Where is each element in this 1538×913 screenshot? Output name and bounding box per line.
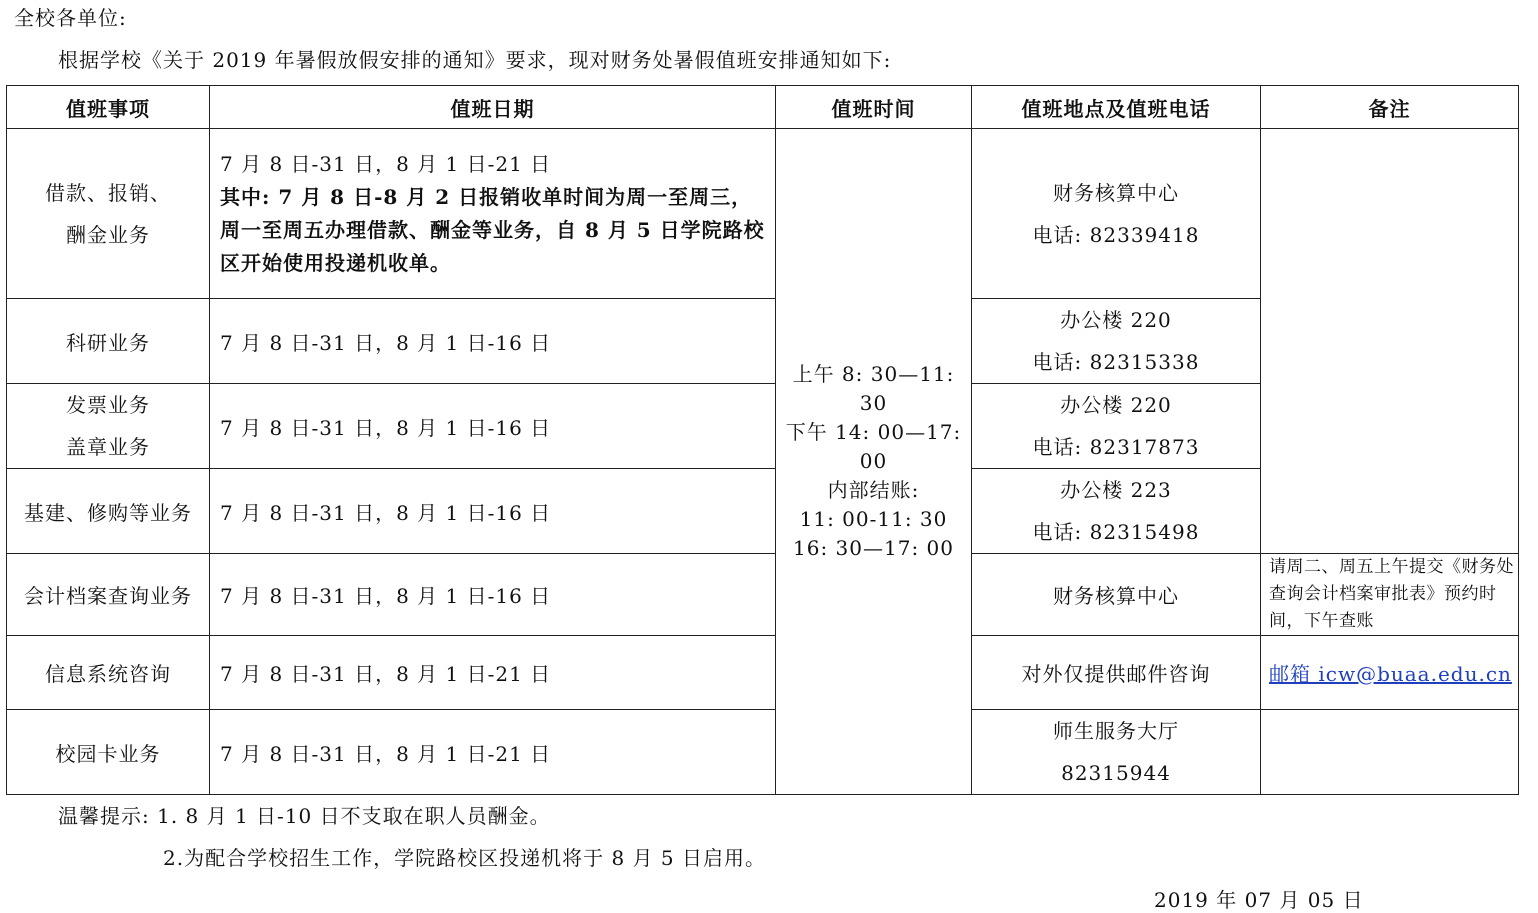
duty-place-cell: 办公楼 220 电话: 82315338 [972, 299, 1261, 384]
duty-date-cell: 7 月 8 日-31 日，8 月 1 日-16 日 [210, 554, 776, 636]
table-row [7, 636, 1519, 710]
remarks-cell-empty [1261, 129, 1519, 554]
duty-place-cell: 财务核算中心 电话: 82339418 [972, 129, 1261, 299]
table-row [7, 129, 1519, 299]
table-row [7, 554, 1519, 636]
table-header-row [7, 86, 1519, 129]
table-row [7, 710, 1519, 795]
duty-date-cell: 7 月 8 日-31 日，8 月 1 日-21 日 [210, 636, 776, 710]
remarks-cell [1261, 636, 1519, 710]
duty-date-cell: 7 月 8 日-31 日，8 月 1 日-16 日 [210, 299, 776, 384]
duty-date-detail: 其中: 7 月 8 日-8 月 2 日报销收单时间为周一至周三，周一至周五办理借款、酬金等业务，自 8 月 5 日学院路校区开始使用投递机收单。 [220, 184, 765, 275]
header-duty-time: 值班时间 [776, 86, 972, 129]
duty-time-cell: 上午 8: 30—11: 30 下午 14: 00—17: 00 内部结账: 11: 00-11: 30 16: 30—17: 00 [776, 129, 972, 795]
duty-place-cell: 办公楼 220 电话: 82317873 [972, 384, 1261, 469]
greeting: 全校各单位: [14, 6, 127, 30]
header-duty-item: 值班事项 [7, 86, 210, 129]
remarks-cell: 请周二、周五上午提交《财务处查询会计档案审批表》预约时间，下午查账 [1261, 554, 1519, 636]
duty-date-cell: 7 月 8 日-31 日，8 月 1 日-21 日 [210, 710, 776, 795]
duty-item-cell: 基建、修购等业务 [7, 469, 210, 554]
header-remarks: 备注 [1261, 86, 1519, 129]
header-duty-place-phone: 值班地点及值班电话 [972, 86, 1261, 129]
duty-item-cell: 信息系统咨询 [7, 636, 210, 710]
intro-paragraph: 根据学校《关于 2019 年暑假放假安排的通知》要求，现对财务处暑假值班安排通知如下: [58, 48, 892, 72]
duty-item-cell: 借款、报销、 酬金业务 [7, 129, 210, 299]
duty-place-cell: 师生服务大厅 82315944 [972, 710, 1261, 795]
duty-place-cell: 财务核算中心 [972, 554, 1261, 636]
duty-item-cell: 科研业务 [7, 299, 210, 384]
duty-date-cell: 7 月 8 日-31 日，8 月 1 日-16 日 [210, 469, 776, 554]
duty-item-cell: 发票业务 盖章业务 [7, 384, 210, 469]
duty-date-cell: 7 月 8 日-31 日，8 月 1 日-16 日 [210, 384, 776, 469]
duty-item-cell: 会计档案查询业务 [7, 554, 210, 636]
remarks-cell-empty [1261, 710, 1519, 795]
tip-1: 温馨提示: 1. 8 月 1 日-10 日不支取在职人员酬金。 [58, 804, 551, 828]
email-link[interactable]: 邮箱 icw@buaa.edu.cn [1269, 662, 1512, 686]
duty-schedule-table [6, 85, 1519, 795]
duty-item-cell: 校园卡业务 [7, 710, 210, 795]
duty-place-cell: 办公楼 223 电话: 82315498 [972, 469, 1261, 554]
tip-2: 2.为配合学校招生工作，学院路校区投递机将于 8 月 5 日启用。 [163, 846, 766, 870]
duty-date-cell: 7 月 8 日-31 日，8 月 1 日-21 日 其中: 7 月 8 日-8 月 2 日报销收单时间为周一至周三，周一至周五办理借款、酬金等业务，自 8 月 5 日学院路校区开始使用投递机收单。 [210, 129, 776, 299]
document-date: 2019 年 07 月 05 日 [1154, 888, 1364, 912]
duty-place-cell: 对外仅提供邮件咨询 [972, 636, 1261, 710]
header-duty-date: 值班日期 [210, 86, 776, 129]
